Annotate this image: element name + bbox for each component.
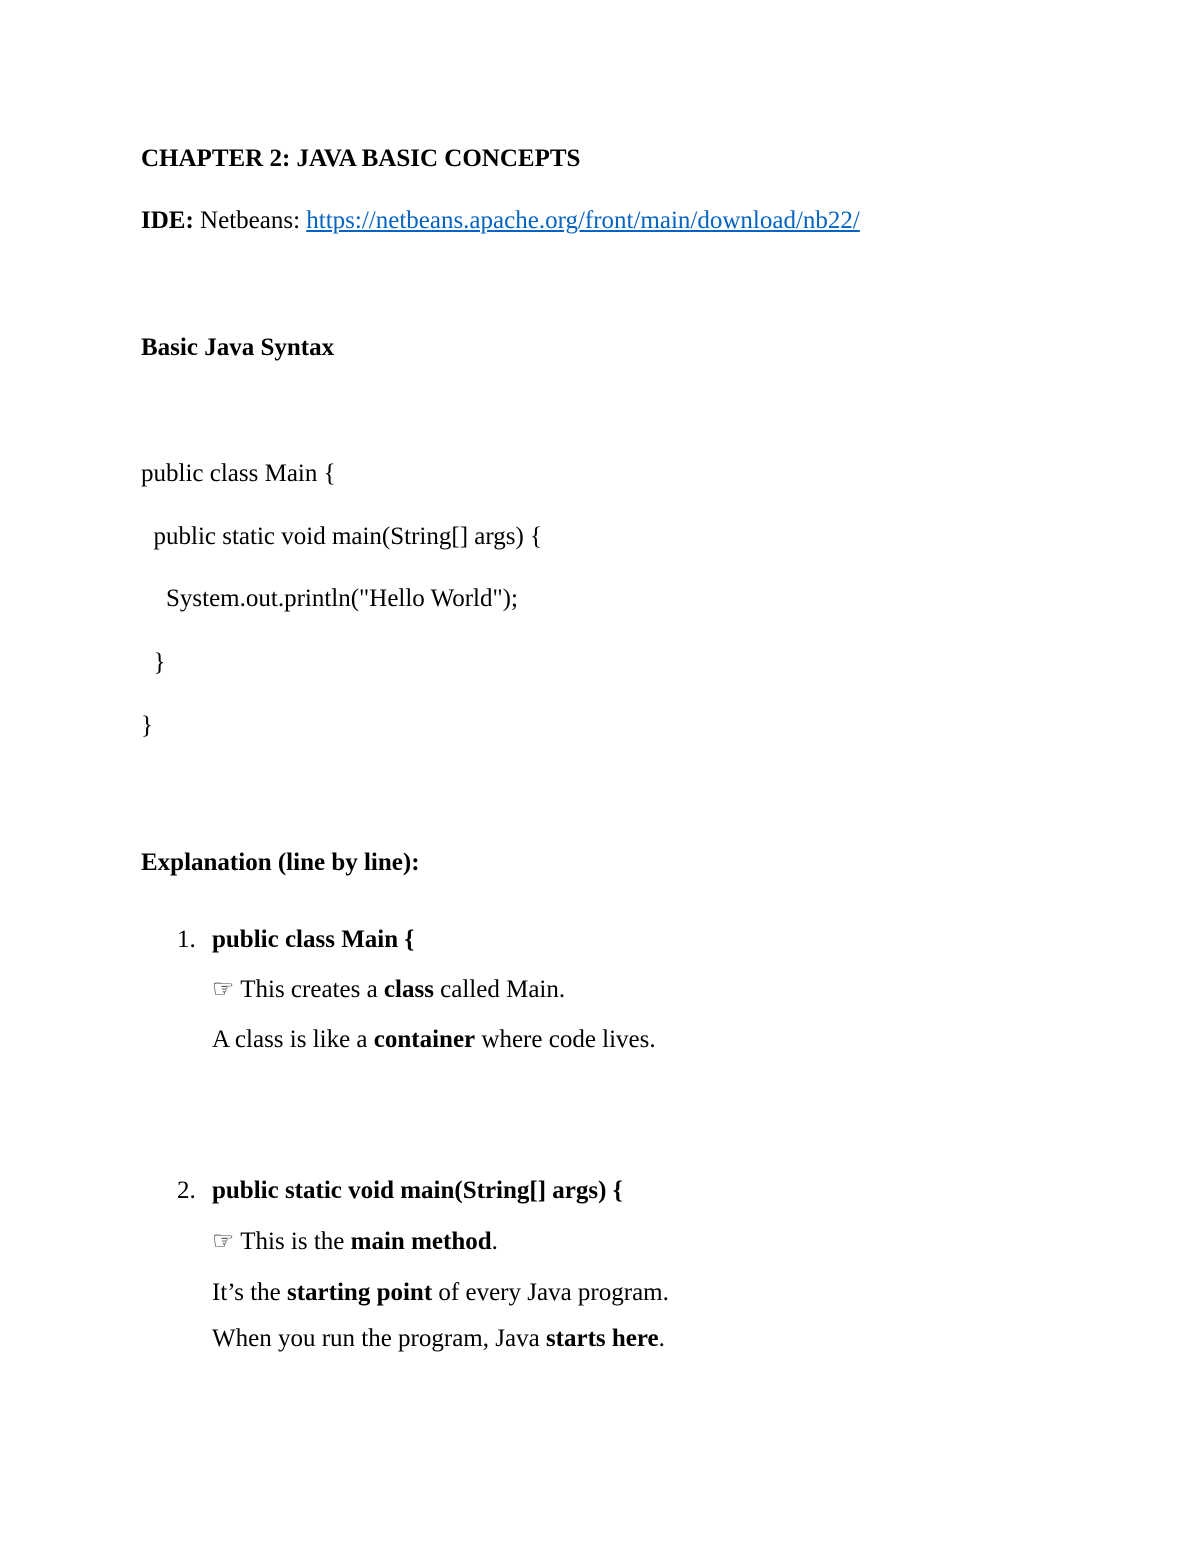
- rich-text: [240, 1228, 498, 1255]
- item-line: [212, 1324, 665, 1354]
- text-run: A class is like a: [212, 1026, 374, 1053]
- code-line: System.out.println("Hello World");: [141, 585, 518, 612]
- rich-text: [240, 976, 565, 1003]
- text-run: called Main.: [433, 976, 566, 1003]
- item-line: [212, 1025, 656, 1055]
- code-line: }: [141, 712, 153, 739]
- bold-text: main method: [350, 1228, 492, 1255]
- ide-label: IDE:: [141, 207, 194, 234]
- item-code: public static void main(String[] args) {: [212, 1177, 623, 1204]
- rich-text: [212, 1325, 665, 1352]
- item-number: 1.: [177, 926, 196, 953]
- netbeans-download-link[interactable]: https://netbeans.apache.org/front/main/download/nb22/: [306, 207, 860, 234]
- code-line: }: [141, 649, 166, 676]
- chapter-title: CHAPTER 2: JAVA BASIC CONCEPTS: [141, 145, 581, 172]
- bold-text: class: [383, 976, 434, 1003]
- rich-text: [212, 1279, 669, 1306]
- bold-text: container: [373, 1026, 476, 1053]
- item-code: public class Main {: [212, 926, 415, 953]
- bold-text: starts here: [545, 1325, 659, 1352]
- text-run: This is the: [240, 1228, 351, 1255]
- rich-text: [212, 1026, 656, 1053]
- text-run: of every Java program.: [432, 1279, 669, 1306]
- text-run: This creates a: [240, 976, 384, 1003]
- text-run: .: [658, 1325, 665, 1352]
- pointing-hand-icon: ☞: [212, 1228, 235, 1255]
- text-run: When you run the program, Java: [212, 1325, 546, 1352]
- pointing-hand-icon: ☞: [212, 976, 235, 1003]
- text-run: It’s the: [212, 1279, 287, 1306]
- item-line: [212, 975, 565, 1005]
- item-line: [212, 1278, 669, 1308]
- explanation-heading: Explanation (line by line):: [141, 849, 420, 876]
- item-line: [212, 1227, 498, 1257]
- bold-text: starting point: [287, 1279, 433, 1306]
- text-run: .: [491, 1228, 498, 1255]
- syntax-heading: Basic Java Syntax: [141, 334, 335, 361]
- item-number: 2.: [177, 1177, 196, 1204]
- ide-name: Netbeans:: [193, 207, 307, 234]
- code-line: public static void main(String[] args) {: [141, 523, 543, 550]
- code-line: public class Main {: [141, 460, 336, 487]
- ide-line: [141, 206, 860, 236]
- text-run: where code lives.: [475, 1026, 656, 1053]
